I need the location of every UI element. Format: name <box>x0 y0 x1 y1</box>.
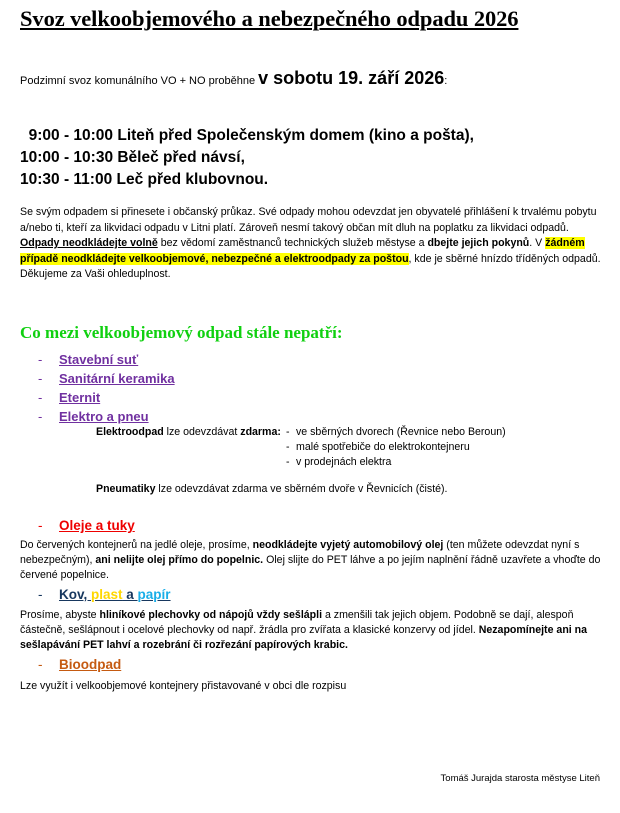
oleje-text-bold: neodkládejte vyjetý automobilový olej <box>252 539 444 551</box>
section-title: Bioodpad <box>59 657 122 672</box>
option-dash: - <box>286 426 290 438</box>
kov-heading <box>38 587 171 602</box>
kov-text-bold: hliníkové plechovky od nápojů vždy sešlápli <box>99 609 323 621</box>
info-warning-1: Odpady neodkládejte volně <box>20 237 158 249</box>
not-belong-list <box>38 352 175 428</box>
list-item-label: Elektro a pneu <box>59 409 149 424</box>
info-highlight: žádném případě neodkládejte velkoobjemové, nebezpečné a elektroodpady za poštou <box>20 237 585 265</box>
papir-title-part: papír <box>137 587 171 602</box>
oleje-heading <box>38 518 135 533</box>
option-dash: - <box>286 456 290 468</box>
elektro-label-bold: Elektroodpad <box>96 426 164 438</box>
oleje-text-part: Olej slijte do PET láhve a po jejím naplnění řádně uzavřete a vhoďte do červené popelnice. <box>20 554 601 581</box>
info-text: , kde je sběrné hnízdo tříděných odpadů. Děkujeme za Vaši ohleduplnost. <box>20 252 601 280</box>
list-dash: - <box>38 390 43 405</box>
kov-title-part: Kov, <box>59 587 92 602</box>
info-paragraphs <box>20 205 605 283</box>
section-dash: - <box>38 587 43 602</box>
list-dash: - <box>38 352 43 367</box>
bio-heading <box>38 657 121 672</box>
kov-text-bold: Nezapomínejte ani na sešlapávání PET lahví a rozebrání či rozřezání papírových krabic. <box>20 624 588 651</box>
info-paragraph-1: Se svým odpadem si přinesete i občanský průkaz. Své odpady mohou odevzdat jen obyvatelé přihlášení k trvalému pobytu a/nebo ti, kteří za likvidaci odpadu v Litni platí. Zároveň nesmí takový občan mít dluh na poplatku za likvidaci odpadů. <box>20 206 597 234</box>
section-dash: - <box>38 657 43 672</box>
section-dash: - <box>38 518 43 533</box>
elektro-label <box>96 425 286 440</box>
oleje-text-bold: ani nelijte olej přímo do popelnic. <box>95 554 264 566</box>
schedule-item-liten: 9:00 - 10:00 Liteň před Společenským domem (kino a pošta), <box>20 127 474 144</box>
schedule-item-lec: 10:30 - 11:00 Leč před klubovnou. <box>20 171 269 188</box>
elektro-row <box>96 455 506 470</box>
schedule <box>20 125 474 191</box>
pneu-note <box>96 483 448 495</box>
option-dash: - <box>286 441 290 453</box>
pneu-label: Pneumatiky <box>96 483 156 495</box>
intro-date: v sobotu 19. září 2026 <box>258 68 445 88</box>
kov-text-part: a zmenšili tak jejich objem. Podobně se dají, alespoň částečně, sešlápnout i ocelové plechovky od např. žrádla pro zvířata a klasické konzervy od jídel. <box>20 609 574 636</box>
section-title: Oleje a tuky <box>59 518 135 533</box>
list-item-label: Eternit <box>59 390 101 405</box>
oleje-text-part: Do červených kontejnerů na jedlé oleje, prosíme, <box>20 539 253 551</box>
list-item <box>38 352 175 371</box>
list-item-label: Stavební suť <box>59 352 139 367</box>
list-item-label: Sanitární keramika <box>59 371 175 386</box>
section-title <box>59 587 171 602</box>
not-belong-heading: Co mezi velkoobjemový odpad stále nepatří: <box>20 323 343 342</box>
list-item <box>38 390 175 409</box>
list-item <box>38 371 175 390</box>
schedule-item-belec: 10:00 - 10:30 Běleč před návsí, <box>20 149 245 166</box>
intro-line <box>20 68 447 89</box>
kov-text-part: Prosíme, abyste <box>20 609 100 621</box>
elektro-option: malé spotřebiče do elektrokontejneru <box>296 441 470 453</box>
plast-title-part: plast <box>91 587 123 602</box>
bio-text: Lze využít i velkoobjemové kontejnery přistavované v obci dle rozpisu <box>20 680 347 692</box>
elektro-option: v prodejnách elektra <box>296 456 392 468</box>
intro-prefix: Podzimní svoz komunálního VO + NO proběhne <box>20 75 259 87</box>
elektro-row <box>96 425 506 440</box>
elektro-details <box>96 425 506 470</box>
signature: Tomáš Jurajda starosta městyse Liteň <box>440 773 600 784</box>
kov-text <box>20 608 605 653</box>
info-text: . V <box>529 237 546 249</box>
list-dash: - <box>38 371 43 386</box>
oleje-text <box>20 538 605 583</box>
document-title: Svoz velkoobjemového a nebezpečného odpadu 2026 <box>20 6 519 31</box>
elektro-label-text: lze odevzdávat <box>163 426 241 438</box>
pneu-text: lze odevzdávat zdarma ve sběrném dvoře v Řevnicích (čisté). <box>155 483 448 495</box>
elektro-row <box>96 440 506 455</box>
info-paragraph-2 <box>20 236 605 283</box>
intro-suffix: : <box>444 75 448 87</box>
list-dash: - <box>38 409 43 424</box>
elektro-option: ve sběrných dvorech (Řevnice nebo Beroun) <box>296 426 506 438</box>
elektro-label-free: zdarma: <box>240 426 281 438</box>
oleje-text-part: (ten můžete odevzdat nyní s nebezpečným), <box>20 539 580 566</box>
kov-title-part: a <box>122 587 138 602</box>
info-text: bez vědomí zaměstnanců technických služeb městyse a <box>157 237 428 249</box>
info-warning-2: dbejte jejich pokynů <box>427 237 530 249</box>
